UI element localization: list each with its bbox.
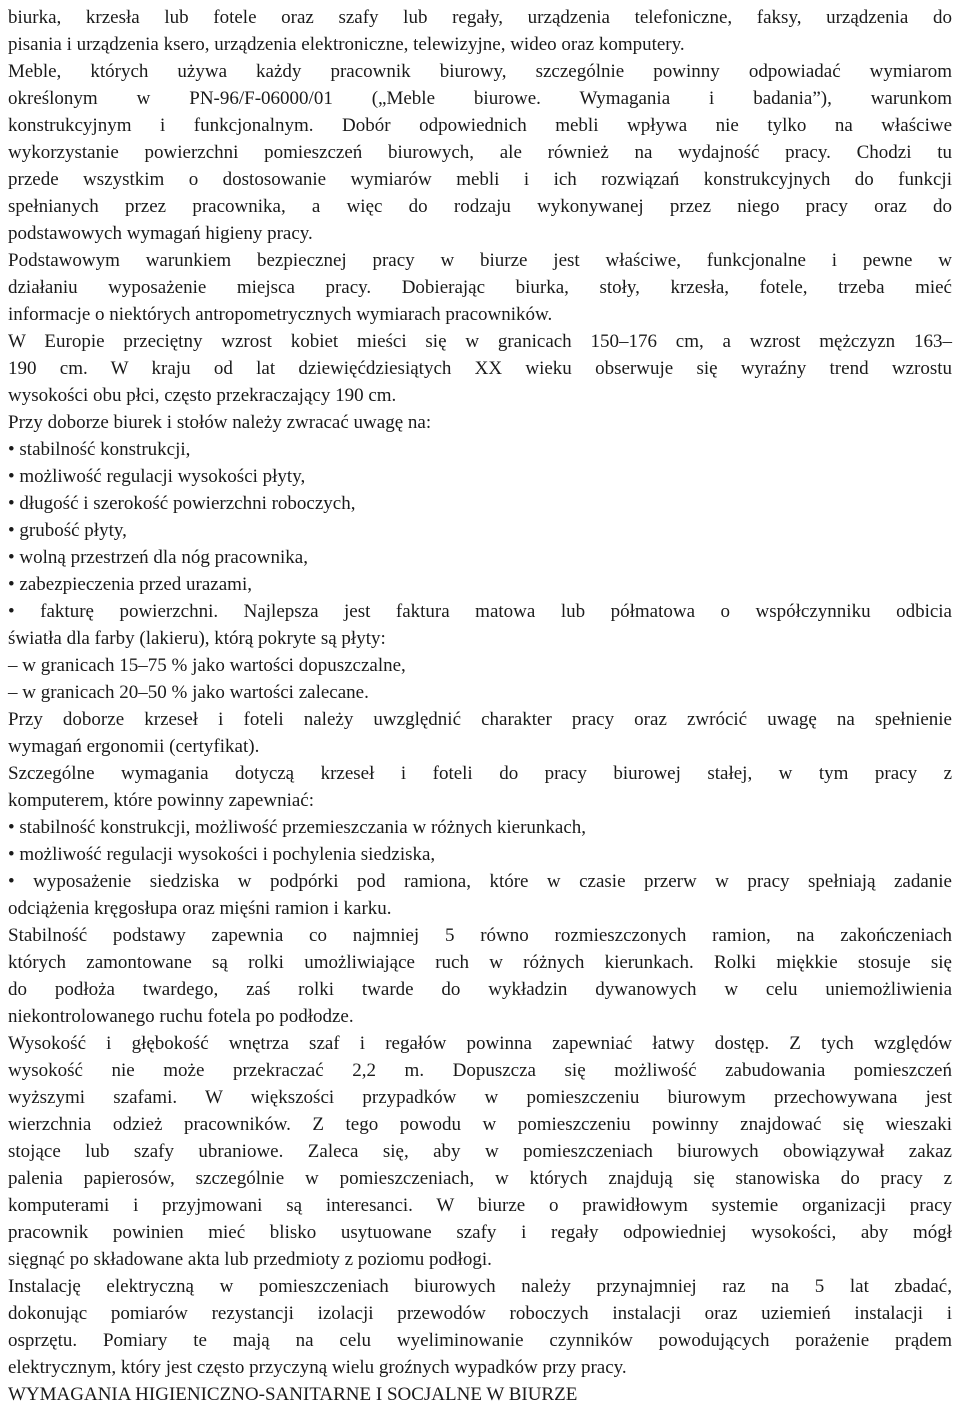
text-line: działaniu wyposażenie miejsca pracy. Dobierając biurka, stoły, krzesła, fotele, trzeba mieć — [8, 277, 952, 298]
text-line: palenia papierosów, szczególnie w pomieszczeniach, w których znajdują się stanowiska do pracy z — [8, 1168, 952, 1189]
text-line: Meble, których używa każdy pracownik biurowy, szczególnie powinny odpowiadać wymiarom — [8, 61, 952, 82]
text-line: • wolną przestrzeń dla nóg pracownika, — [8, 547, 308, 568]
text-line: pisania i urządzenia ksero, urządzenia elektroniczne, telewizyjne, wideo oraz komputery. — [8, 34, 685, 55]
text-line: wymagań ergonomii (certyfikat). — [8, 736, 260, 757]
text-line: wyższymi szafami. W większości przypadków w pomieszczeniu biurowym przechowywana jest — [8, 1087, 952, 1108]
text-line: • stabilność konstrukcji, możliwość przemieszczania w różnych kierunkach, — [8, 817, 587, 838]
section-heading: WYMAGANIA HIGIENICZNO-SANITARNE I SOCJALNE W BIURZE — [8, 1384, 578, 1405]
text-line: • możliwość regulacji wysokości i pochylenia siedziska, — [8, 844, 436, 865]
text-line: osprzętu. Pomiary te mają na celu wyeliminowanie czynników powodujących porażenie prądem — [8, 1330, 952, 1351]
text-line: Wysokość i głębokość wnętrza szaf i regałów powinna zapewniać łatwy dostęp. Z tych względów — [8, 1033, 952, 1054]
text-line: spełnianych przez pracownika, a więc do rodzaju wykonywanej przez niego pracy oraz do — [8, 196, 952, 217]
text-line: wysokość nie może przekraczać 2,2 m. Dopuszcza się możliwość zabudowania pomieszczeń — [8, 1060, 952, 1081]
text-line: do podłoża twardego, zaś rolki twarde do wykładzin dywanowych w celu uniemożliwienia — [8, 979, 952, 1000]
text-line: wierzchnia odzież pracowników. Z tego powodu w pomieszczeniu powinny znajdować się wieszaki — [8, 1114, 952, 1135]
text-line: Szczególne wymagania dotyczą krzeseł i foteli do pracy biurowej stałej, w tym pracy z — [8, 763, 952, 784]
text-line: światła dla farby (lakieru), którą pokryte są płyty: — [8, 628, 386, 649]
text-line: • wyposażenie siedziska w podpórki pod ramiona, które w czasie przerw w pracy spełniają zadanie — [8, 871, 952, 892]
text-line: 190 cm. W kraju od lat dziewięćdziesiątych XX wieku obserwuje się wyraźny trend wzrostu — [8, 358, 952, 379]
text-line: biurka, krzesła lub fotele oraz szafy lub regały, urządzenia telefoniczne, faksy, urządzenia do — [8, 7, 952, 28]
text-line: Podstawowym warunkiem bezpiecznej pracy w biurze jest właściwe, funkcjonalne i pewne w — [8, 250, 952, 271]
text-line: • możliwość regulacji wysokości płyty, — [8, 466, 306, 487]
text-line: podstawowych wymagań higieny pracy. — [8, 223, 313, 244]
text-line: – w granicach 20–50 % jako wartości zalecane. — [8, 682, 369, 703]
text-line: określonym w PN-96/F-06000/01 („Meble biurowe. Wymagania i badania”), warunkom — [8, 88, 952, 109]
text-line: przede wszystkim o dostosowanie wymiarów mebli i ich rozwiązań konstrukcyjnych do funkcji — [8, 169, 952, 190]
text-line: – w granicach 15–75 % jako wartości dopuszczalne, — [8, 655, 406, 676]
text-line: • zabezpieczenia przed urazami, — [8, 574, 252, 595]
text-line: • stabilność konstrukcji, — [8, 439, 191, 460]
text-line: • długość i szerokość powierzchni roboczych, — [8, 493, 356, 514]
text-line: • fakturę powierzchni. Najlepsza jest faktura matowa lub półmatowa o współczynniku odbicia — [8, 601, 952, 622]
text-line: konstrukcyjnym i funkcjonalnym. Dobór odpowiednich mebli wpływa nie tylko na właściwe — [8, 115, 952, 136]
text-line: odciążenia kręgosłupa oraz mięśni ramion i karku. — [8, 898, 392, 919]
text-line: niekontrolowanego ruchu fotela po podłodze. — [8, 1006, 354, 1027]
text-line: pracownik powinien mieć blisko usytuowane szafy i regały odpowiedniej wysokości, aby mógł — [8, 1222, 952, 1243]
text-line: elektrycznym, który jest często przyczyną wielu groźnych wypadków przy pracy. — [8, 1357, 627, 1378]
text-line: wysokości obu płci, często przekraczający 190 cm. — [8, 385, 397, 406]
text-line: wykorzystanie powierzchni pomieszczeń biurowych, ale również na wydajność pracy. Chodzi tu — [8, 142, 952, 163]
text-line: informacje o niektórych antropometrycznych wymiarach pracowników. — [8, 304, 553, 325]
text-line: Instalację elektryczną w pomieszczeniach biurowych należy przynajmniej raz na 5 lat zbadać, — [8, 1276, 952, 1297]
text-line: • grubość płyty, — [8, 520, 127, 541]
document-page — [8, 4, 952, 1408]
text-line: stojące lub szafy ubraniowe. Zaleca się, aby w pomieszczeniach biurowych obowiązywał zakaz — [8, 1141, 952, 1162]
text-line: których zamontowane są rolki umożliwiające ruch w różnych kierunkach. Rolki miękkie stosuje się — [8, 952, 952, 973]
text-line: komputerami i przyjmowani są interesanci. W biurze o prawidłowym systemie organizacji pracy — [8, 1195, 952, 1216]
text-line: W Europie przeciętny wzrost kobiet mieści się w granicach 150–176 cm, a wzrost mężczyzn 163– — [8, 331, 952, 352]
text-line: Stabilność podstawy zapewnia co najmniej 5 równo rozmieszczonych ramion, na zakończeniach — [8, 925, 952, 946]
text-line: Przy doborze biurek i stołów należy zwracać uwagę na: — [8, 412, 432, 433]
text-line: sięgnąć po składowane akta lub przedmioty z poziomu podłogi. — [8, 1249, 492, 1270]
text-line: komputerem, które powinny zapewniać: — [8, 790, 315, 811]
text-line: Przy doborze krzeseł i foteli należy uwzględnić charakter pracy oraz zwrócić uwagę na spełnienie — [8, 709, 952, 730]
text-line: dokonując pomiarów rezystancji izolacji przewodów roboczych instalacji oraz uziemień instalacji i — [8, 1303, 952, 1324]
